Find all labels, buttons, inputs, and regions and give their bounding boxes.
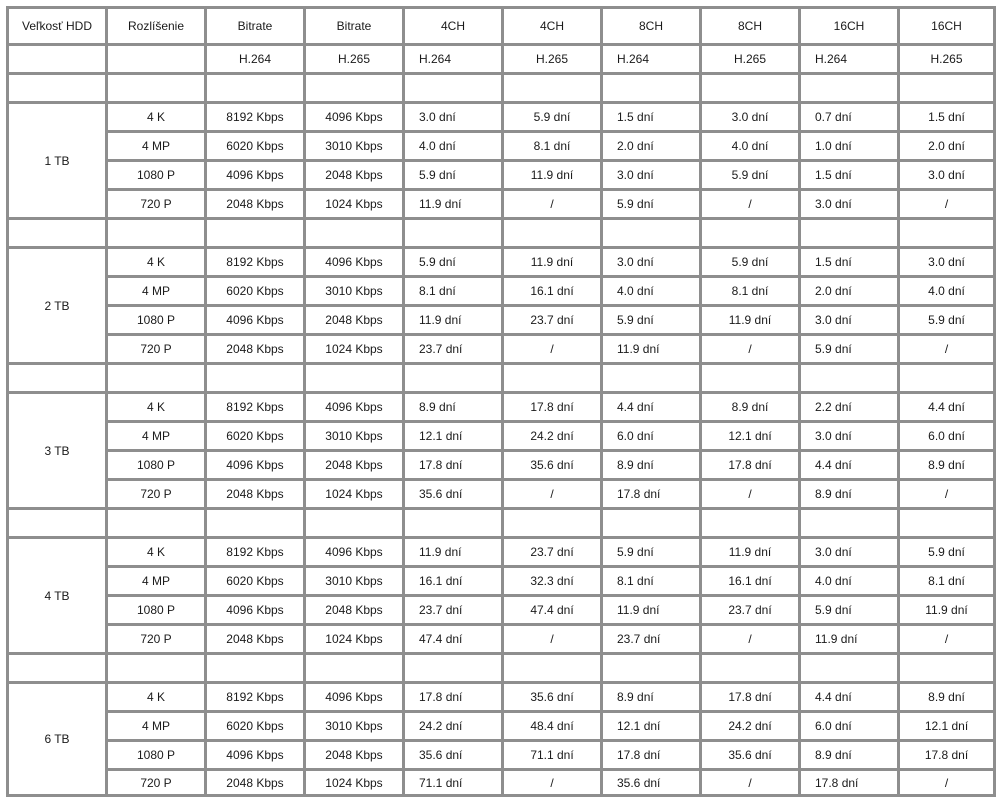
cell-4ch-h265: 47.4 dní [501,594,600,623]
cell-8ch-h264: 5.9 dní [600,188,699,217]
cell-4ch-h264: 5.9 dní [402,159,501,188]
header-bitrate-h265: Bitrate [303,6,402,43]
codec-cell [105,43,204,72]
empty-cell [699,362,798,391]
cell-4ch-h265: / [501,623,600,652]
empty-cell [402,507,501,536]
cell-16ch-h264: 8.9 dní [798,739,897,768]
empty-cell [798,362,897,391]
cell-bitrate-h265: 1024 Kbps [303,768,402,797]
cell-bitrate-h264: 2048 Kbps [204,333,303,362]
cell-16ch-h265: 8.1 dní [897,565,996,594]
cell-resolution: 4 MP [105,710,204,739]
empty-cell [6,217,105,246]
cell-8ch-h264: 6.0 dní [600,420,699,449]
cell-8ch-h265: 12.1 dní [699,420,798,449]
cell-bitrate-h264: 2048 Kbps [204,623,303,652]
empty-cell [600,217,699,246]
cell-8ch-h264: 17.8 dní [600,739,699,768]
cell-4ch-h265: 23.7 dní [501,536,600,565]
cell-4ch-h264: 12.1 dní [402,420,501,449]
cell-4ch-h264: 8.9 dní [402,391,501,420]
cell-resolution: 4 MP [105,565,204,594]
cell-16ch-h264: 3.0 dní [798,188,897,217]
separator-row [6,362,996,391]
table-row [6,478,996,507]
cell-8ch-h264: 11.9 dní [600,594,699,623]
cell-bitrate-h264: 8192 Kbps [204,246,303,275]
cell-8ch-h265: / [699,768,798,797]
hdd-recording-table [6,6,996,797]
empty-cell [105,652,204,681]
cell-resolution: 4 K [105,681,204,710]
cell-resolution: 4 K [105,101,204,130]
cell-bitrate-h265: 3010 Kbps [303,130,402,159]
cell-4ch-h264: 5.9 dní [402,246,501,275]
cell-resolution: 720 P [105,333,204,362]
cell-4ch-h265: / [501,478,600,507]
empty-cell [105,507,204,536]
cell-16ch-h265: 3.0 dní [897,159,996,188]
cell-8ch-h265: 11.9 dní [699,304,798,333]
cell-bitrate-h265: 3010 Kbps [303,565,402,594]
table-row [6,304,996,333]
table-row [6,333,996,362]
cell-16ch-h265: / [897,623,996,652]
cell-bitrate-h265: 1024 Kbps [303,188,402,217]
cell-16ch-h265: 11.9 dní [897,594,996,623]
cell-16ch-h265: 2.0 dní [897,130,996,159]
cell-resolution: 720 P [105,188,204,217]
cell-resolution: 1080 P [105,449,204,478]
empty-cell [897,362,996,391]
cell-8ch-h264: 3.0 dní [600,246,699,275]
empty-cell [402,217,501,246]
cell-resolution: 4 MP [105,420,204,449]
cell-16ch-h265: 17.8 dní [897,739,996,768]
cell-8ch-h264: 2.0 dní [600,130,699,159]
cell-4ch-h264: 24.2 dní [402,710,501,739]
empty-cell [303,362,402,391]
empty-cell [303,507,402,536]
cell-16ch-h264: 2.2 dní [798,391,897,420]
cell-8ch-h265: / [699,333,798,362]
table-body [6,6,996,797]
cell-16ch-h265: 4.4 dní [897,391,996,420]
cell-16ch-h264: 3.0 dní [798,536,897,565]
table-row [6,420,996,449]
table-row [6,594,996,623]
empty-cell [798,217,897,246]
cell-resolution: 4 K [105,391,204,420]
hdd-size-cell: 1 TB [6,101,105,217]
empty-cell [699,72,798,101]
cell-8ch-h265: 24.2 dní [699,710,798,739]
cell-8ch-h264: 4.4 dní [600,391,699,420]
cell-bitrate-h265: 4096 Kbps [303,681,402,710]
empty-cell [6,72,105,101]
cell-bitrate-h265: 3010 Kbps [303,275,402,304]
header-hdd-size: Veľkosť HDD [6,6,105,43]
empty-cell [699,217,798,246]
cell-16ch-h264: 1.5 dní [798,246,897,275]
cell-bitrate-h265: 2048 Kbps [303,739,402,768]
empty-cell [798,507,897,536]
empty-cell [402,652,501,681]
hdd-size-cell: 3 TB [6,391,105,507]
header-bitrate-h264: Bitrate [204,6,303,43]
empty-cell [798,652,897,681]
cell-bitrate-h264: 2048 Kbps [204,478,303,507]
cell-16ch-h265: / [897,333,996,362]
empty-cell [204,652,303,681]
cell-resolution: 1080 P [105,304,204,333]
separator-row [6,652,996,681]
header-8ch-h265: 8CH [699,6,798,43]
cell-16ch-h265: 6.0 dní [897,420,996,449]
table-row [6,275,996,304]
cell-resolution: 1080 P [105,739,204,768]
table-row [6,536,996,565]
cell-bitrate-h265: 2048 Kbps [303,159,402,188]
cell-8ch-h265: 5.9 dní [699,246,798,275]
empty-cell [600,72,699,101]
cell-bitrate-h264: 6020 Kbps [204,565,303,594]
header-row [6,6,996,43]
cell-8ch-h265: 35.6 dní [699,739,798,768]
cell-4ch-h264: 35.6 dní [402,478,501,507]
header-8ch-h264: 8CH [600,6,699,43]
cell-4ch-h265: 11.9 dní [501,159,600,188]
cell-bitrate-h264: 4096 Kbps [204,159,303,188]
cell-bitrate-h264: 6020 Kbps [204,130,303,159]
cell-16ch-h264: 17.8 dní [798,768,897,797]
empty-cell [501,217,600,246]
cell-resolution: 720 P [105,623,204,652]
empty-cell [501,507,600,536]
cell-16ch-h265: / [897,478,996,507]
codec-cell: H.264 [798,43,897,72]
cell-4ch-h265: 35.6 dní [501,449,600,478]
empty-cell [105,72,204,101]
cell-16ch-h264: 6.0 dní [798,710,897,739]
empty-cell [402,362,501,391]
empty-cell [699,652,798,681]
table-row [6,101,996,130]
cell-8ch-h264: 11.9 dní [600,333,699,362]
hdd-size-cell: 2 TB [6,246,105,362]
cell-16ch-h264: 11.9 dní [798,623,897,652]
cell-bitrate-h265: 1024 Kbps [303,478,402,507]
empty-cell [600,652,699,681]
cell-bitrate-h264: 6020 Kbps [204,420,303,449]
cell-8ch-h264: 35.6 dní [600,768,699,797]
empty-cell [600,507,699,536]
cell-16ch-h264: 8.9 dní [798,478,897,507]
cell-resolution: 4 K [105,536,204,565]
cell-16ch-h264: 4.0 dní [798,565,897,594]
cell-bitrate-h265: 4096 Kbps [303,246,402,275]
table-row [6,623,996,652]
codec-cell: H.265 [699,43,798,72]
cell-16ch-h264: 5.9 dní [798,333,897,362]
table-row [6,246,996,275]
cell-16ch-h264: 1.0 dní [798,130,897,159]
cell-bitrate-h265: 2048 Kbps [303,594,402,623]
table-row [6,159,996,188]
header-4ch-h265: 4CH [501,6,600,43]
cell-8ch-h264: 5.9 dní [600,536,699,565]
empty-cell [501,652,600,681]
cell-4ch-h265: 17.8 dní [501,391,600,420]
cell-4ch-h265: 71.1 dní [501,739,600,768]
header-16ch-h265: 16CH [897,6,996,43]
cell-4ch-h264: 16.1 dní [402,565,501,594]
cell-4ch-h265: 16.1 dní [501,275,600,304]
empty-cell [897,652,996,681]
cell-8ch-h265: 4.0 dní [699,130,798,159]
empty-cell [6,652,105,681]
cell-bitrate-h264: 2048 Kbps [204,188,303,217]
cell-4ch-h265: 48.4 dní [501,710,600,739]
cell-resolution: 4 MP [105,130,204,159]
empty-cell [897,72,996,101]
cell-4ch-h265: 32.3 dní [501,565,600,594]
cell-resolution: 720 P [105,478,204,507]
cell-8ch-h264: 5.9 dní [600,304,699,333]
cell-bitrate-h264: 2048 Kbps [204,768,303,797]
empty-cell [204,362,303,391]
cell-8ch-h265: 17.8 dní [699,449,798,478]
cell-4ch-h265: 23.7 dní [501,304,600,333]
empty-cell [600,362,699,391]
cell-16ch-h265: 3.0 dní [897,246,996,275]
empty-cell [204,217,303,246]
cell-8ch-h265: 17.8 dní [699,681,798,710]
cell-bitrate-h264: 8192 Kbps [204,391,303,420]
codec-row [6,43,996,72]
cell-4ch-h264: 11.9 dní [402,188,501,217]
cell-16ch-h264: 4.4 dní [798,449,897,478]
cell-4ch-h265: / [501,333,600,362]
cell-4ch-h264: 8.1 dní [402,275,501,304]
cell-4ch-h265: 5.9 dní [501,101,600,130]
cell-4ch-h265: 8.1 dní [501,130,600,159]
cell-8ch-h264: 8.9 dní [600,449,699,478]
cell-16ch-h265: 1.5 dní [897,101,996,130]
cell-4ch-h264: 4.0 dní [402,130,501,159]
cell-4ch-h264: 3.0 dní [402,101,501,130]
cell-8ch-h264: 8.9 dní [600,681,699,710]
empty-cell [303,652,402,681]
empty-cell [897,217,996,246]
cell-8ch-h265: 8.1 dní [699,275,798,304]
cell-16ch-h265: 8.9 dní [897,681,996,710]
table-row [6,188,996,217]
cell-4ch-h264: 71.1 dní [402,768,501,797]
cell-4ch-h265: / [501,768,600,797]
cell-bitrate-h265: 2048 Kbps [303,449,402,478]
empty-cell [105,217,204,246]
cell-16ch-h264: 0.7 dní [798,101,897,130]
empty-cell [501,72,600,101]
cell-bitrate-h264: 8192 Kbps [204,536,303,565]
cell-16ch-h264: 2.0 dní [798,275,897,304]
codec-cell: H.264 [600,43,699,72]
cell-bitrate-h265: 3010 Kbps [303,710,402,739]
cell-bitrate-h265: 2048 Kbps [303,304,402,333]
codec-cell: H.265 [501,43,600,72]
cell-bitrate-h264: 4096 Kbps [204,304,303,333]
codec-cell: H.265 [303,43,402,72]
cell-8ch-h265: 3.0 dní [699,101,798,130]
cell-bitrate-h265: 4096 Kbps [303,391,402,420]
cell-8ch-h264: 8.1 dní [600,565,699,594]
cell-4ch-h264: 11.9 dní [402,304,501,333]
table-row [6,449,996,478]
cell-bitrate-h264: 4096 Kbps [204,739,303,768]
table-row [6,681,996,710]
cell-8ch-h265: 16.1 dní [699,565,798,594]
cell-16ch-h265: / [897,188,996,217]
separator-row [6,507,996,536]
codec-cell: H.264 [204,43,303,72]
cell-4ch-h264: 17.8 dní [402,681,501,710]
cell-16ch-h265: 5.9 dní [897,536,996,565]
cell-resolution: 4 MP [105,275,204,304]
cell-16ch-h265: 5.9 dní [897,304,996,333]
header-resolution: Rozlíšenie [105,6,204,43]
codec-cell [6,43,105,72]
hdd-size-cell: 4 TB [6,536,105,652]
empty-cell [699,507,798,536]
empty-cell [105,362,204,391]
cell-bitrate-h265: 3010 Kbps [303,420,402,449]
separator-row [6,217,996,246]
cell-bitrate-h264: 8192 Kbps [204,681,303,710]
cell-8ch-h264: 23.7 dní [600,623,699,652]
separator-row [6,72,996,101]
cell-4ch-h265: 24.2 dní [501,420,600,449]
cell-16ch-h265: 12.1 dní [897,710,996,739]
cell-4ch-h264: 35.6 dní [402,739,501,768]
cell-4ch-h264: 17.8 dní [402,449,501,478]
cell-8ch-h264: 12.1 dní [600,710,699,739]
cell-16ch-h264: 3.0 dní [798,304,897,333]
empty-cell [798,72,897,101]
table-row [6,565,996,594]
table-row [6,739,996,768]
cell-bitrate-h264: 4096 Kbps [204,449,303,478]
cell-8ch-h265: 23.7 dní [699,594,798,623]
hdd-size-cell: 6 TB [6,681,105,797]
empty-cell [204,72,303,101]
cell-resolution: 720 P [105,768,204,797]
cell-8ch-h265: / [699,623,798,652]
cell-4ch-h264: 23.7 dní [402,333,501,362]
cell-4ch-h264: 23.7 dní [402,594,501,623]
cell-bitrate-h265: 4096 Kbps [303,101,402,130]
empty-cell [303,217,402,246]
cell-16ch-h265: / [897,768,996,797]
table-row [6,391,996,420]
cell-16ch-h264: 3.0 dní [798,420,897,449]
cell-resolution: 1080 P [105,159,204,188]
cell-8ch-h264: 1.5 dní [600,101,699,130]
codec-cell: H.265 [897,43,996,72]
cell-bitrate-h264: 6020 Kbps [204,710,303,739]
codec-cell: H.264 [402,43,501,72]
cell-bitrate-h265: 1024 Kbps [303,623,402,652]
cell-16ch-h264: 5.9 dní [798,594,897,623]
cell-4ch-h265: / [501,188,600,217]
cell-8ch-h264: 3.0 dní [600,159,699,188]
cell-16ch-h265: 4.0 dní [897,275,996,304]
empty-cell [6,362,105,391]
cell-bitrate-h264: 6020 Kbps [204,275,303,304]
cell-16ch-h264: 4.4 dní [798,681,897,710]
cell-bitrate-h264: 4096 Kbps [204,594,303,623]
cell-4ch-h265: 35.6 dní [501,681,600,710]
header-4ch-h264: 4CH [402,6,501,43]
cell-8ch-h264: 4.0 dní [600,275,699,304]
cell-4ch-h264: 47.4 dní [402,623,501,652]
cell-resolution: 4 K [105,246,204,275]
cell-8ch-h265: / [699,188,798,217]
table-row [6,130,996,159]
cell-8ch-h265: 11.9 dní [699,536,798,565]
cell-8ch-h265: 5.9 dní [699,159,798,188]
cell-bitrate-h265: 4096 Kbps [303,536,402,565]
cell-8ch-h265: / [699,478,798,507]
cell-4ch-h265: 11.9 dní [501,246,600,275]
cell-bitrate-h265: 1024 Kbps [303,333,402,362]
empty-cell [6,507,105,536]
empty-cell [501,362,600,391]
cell-8ch-h264: 17.8 dní [600,478,699,507]
cell-4ch-h264: 11.9 dní [402,536,501,565]
hdd-recording-table-wrapper [6,6,996,797]
cell-8ch-h265: 8.9 dní [699,391,798,420]
empty-cell [204,507,303,536]
header-16ch-h264: 16CH [798,6,897,43]
cell-resolution: 1080 P [105,594,204,623]
empty-cell [303,72,402,101]
empty-cell [897,507,996,536]
cell-16ch-h265: 8.9 dní [897,449,996,478]
cell-16ch-h264: 1.5 dní [798,159,897,188]
cell-bitrate-h264: 8192 Kbps [204,101,303,130]
table-row [6,768,996,797]
table-row [6,710,996,739]
empty-cell [402,72,501,101]
